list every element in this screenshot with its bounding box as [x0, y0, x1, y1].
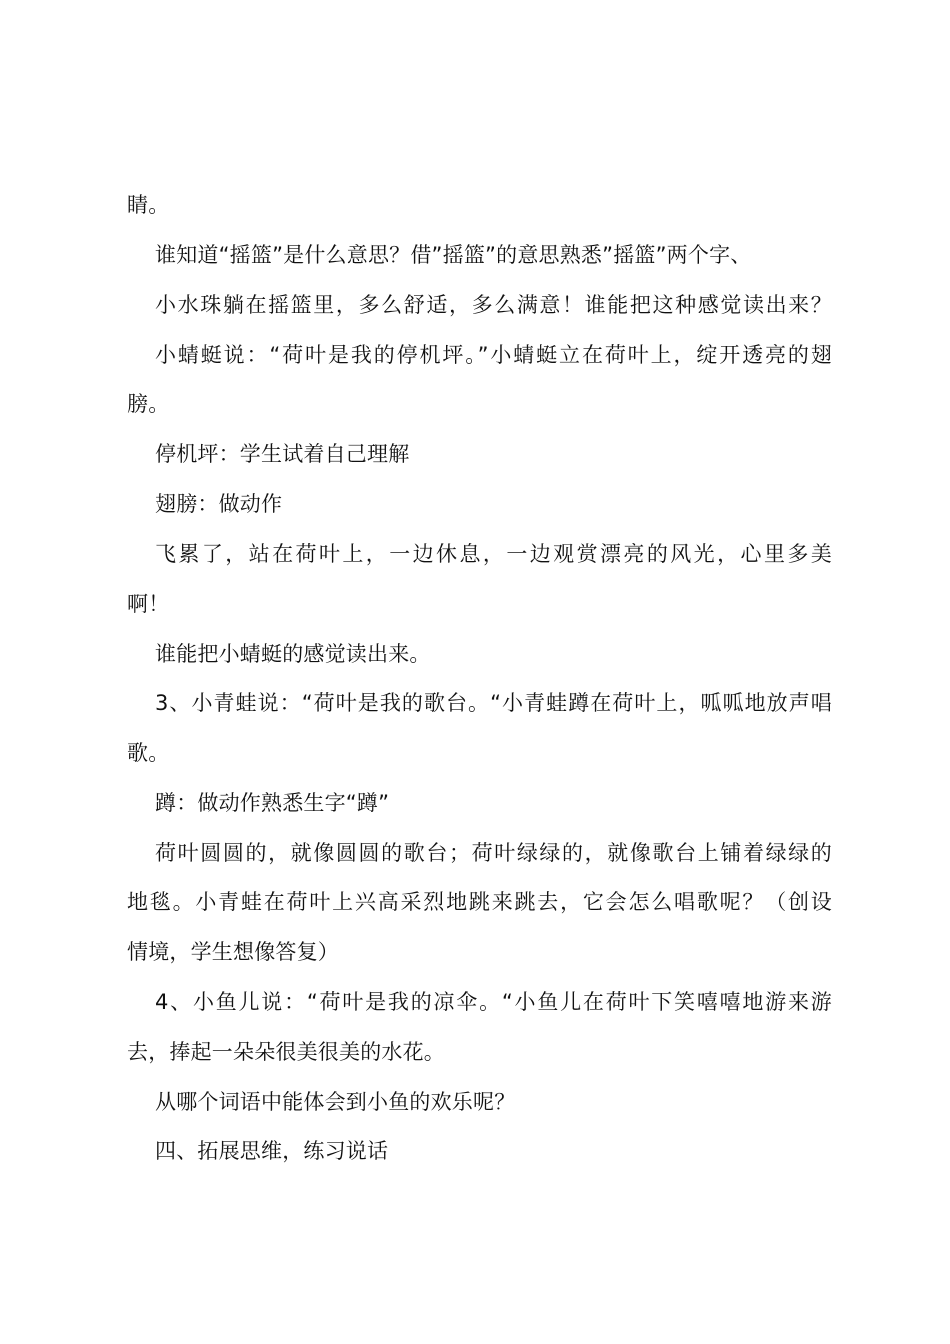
text-line: 3、小青蛙说：“荷叶是我的歌台。“小青蛙蹲在荷叶上，呱呱地放声唱 — [155, 691, 832, 715]
text-line: 歌。 — [127, 741, 170, 765]
text-line: 啊！ — [127, 592, 170, 616]
text-line: 翅膀：做动作 — [155, 492, 283, 516]
text-line: 膀。 — [127, 392, 170, 416]
text-line: 情境，学生想像答复） — [127, 940, 339, 964]
text-line: 飞累了，站在荷叶上，一边休息，一边观赏漂亮的风光，心里多美 — [155, 542, 832, 566]
text-line: 地毯。小青蛙在荷叶上兴高采烈地跳来跳去，它会怎么唱歌呢？（创设 — [127, 890, 832, 914]
text-line: 4、小鱼儿说：“荷叶是我的凉伞。“小鱼儿在荷叶下笑嘻嘻地游来游 — [155, 990, 832, 1014]
text-line: 小蜻蜓说：“荷叶是我的停机坪。”小蜻蜓立在荷叶上，绽开透亮的翅 — [155, 343, 832, 367]
text-line: 睛。 — [127, 193, 170, 217]
text-line: 荷叶圆圆的，就像圆圆的歌台；荷叶绿绿的，就像歌台上铺着绿绿的 — [155, 841, 832, 865]
text-line: 小水珠躺在摇篮里，多么舒适，多么满意！谁能把这种感觉读出来？ — [155, 293, 832, 317]
text-line: 四、拓展思维，练习说话 — [155, 1139, 389, 1163]
text-line: 谁知道“摇篮”是什么意思？借”摇篮”的意思熟悉”摇篮”两个字、 — [155, 243, 752, 267]
text-line: 停机坪：学生试着自己理解 — [155, 442, 410, 466]
text-line: 蹲：做动作熟悉生字“蹲” — [155, 791, 390, 815]
text-line: 去，捧起一朵朵很美很美的水花。 — [127, 1040, 445, 1064]
text-line: 从哪个词语中能体会到小鱼的欢乐呢？ — [155, 1090, 516, 1114]
text-line: 谁能把小蜻蜓的感觉读出来。 — [155, 642, 431, 666]
